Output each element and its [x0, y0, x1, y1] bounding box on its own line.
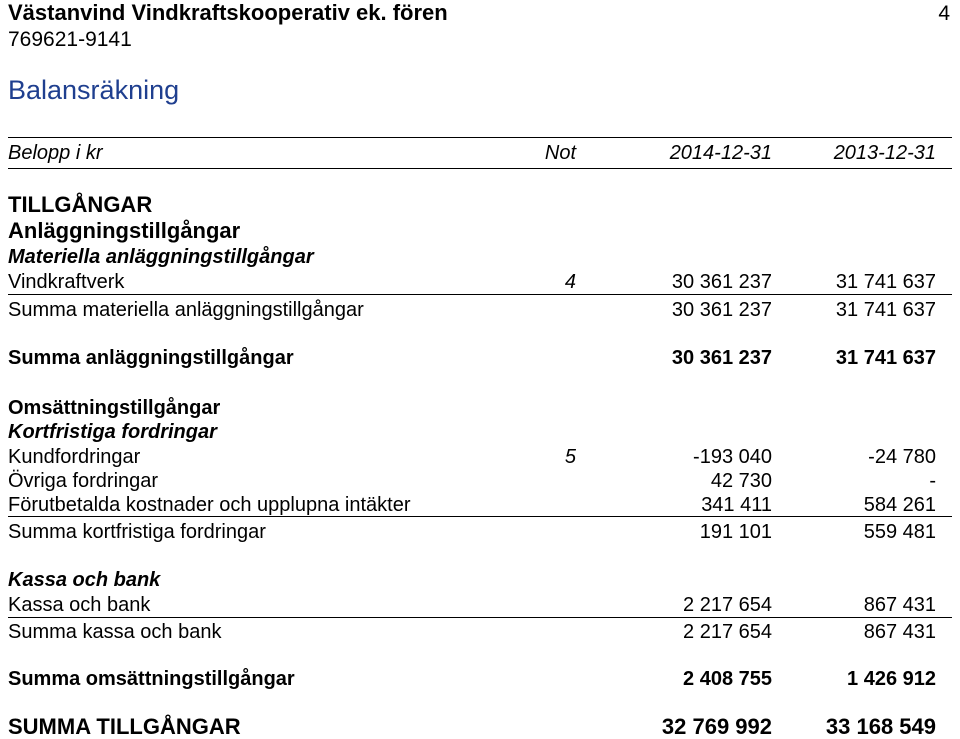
subtotal-row	[0, 298, 960, 322]
subsection-heading-cash	[0, 568, 960, 592]
previous-year-value: 31 741 637	[835, 347, 936, 369]
row-label: TILLGÅNGAR	[8, 192, 153, 217]
row-label: Anläggningstillgångar	[8, 218, 241, 243]
previous-year-value: 1 426 912	[847, 668, 936, 690]
row-label: Summa omsättningstillgångar	[8, 668, 295, 690]
subtotal-row	[0, 520, 960, 544]
previous-year-value: 559 481	[863, 521, 936, 543]
amount-unit-label: Belopp i kr	[8, 142, 103, 164]
table-row	[0, 593, 960, 617]
row-label: Materiella anläggningstillgångar	[8, 246, 314, 268]
section-heading-fixed-assets	[0, 219, 960, 243]
current-year-column-header: 2014-12-31	[669, 142, 772, 164]
total-row	[0, 346, 960, 370]
header-bottom-rule	[8, 168, 952, 169]
row-label: Kortfristiga fordringar	[8, 421, 217, 443]
current-year-value: 42 730	[710, 470, 772, 492]
current-year-value: 2 217 654	[683, 621, 772, 643]
previous-year-value: 867 431	[863, 621, 936, 643]
previous-year-column-header: 2013-12-31	[833, 142, 936, 164]
sum-rule	[8, 294, 952, 295]
row-label: Kassa och bank	[8, 594, 151, 616]
current-year-value: -193 040	[693, 446, 772, 468]
total-row	[0, 667, 960, 691]
company-name: Västanvind Vindkraftskooperativ ek. fören	[8, 0, 448, 25]
note-column-header: Not	[544, 142, 576, 164]
section-heading-assets	[0, 193, 960, 217]
page-number: 4	[938, 2, 950, 25]
previous-year-value: -	[929, 470, 936, 492]
section-heading-current-assets	[0, 396, 960, 420]
row-label: Kundfordringar	[8, 446, 141, 468]
sum-rule	[8, 617, 952, 618]
previous-year-value: 867 431	[863, 594, 936, 616]
table-row	[0, 270, 960, 294]
current-year-value: 30 361 237	[671, 299, 772, 321]
org-number: 769621-9141	[8, 28, 132, 51]
current-year-value: 30 361 237	[671, 347, 772, 369]
row-label: Kassa och bank	[8, 569, 161, 591]
row-label: Summa anläggningstillgångar	[8, 347, 294, 369]
row-label: SUMMA TILLGÅNGAR	[8, 714, 241, 739]
table-row	[0, 493, 960, 517]
table-row	[0, 469, 960, 493]
current-year-value: 32 769 992	[661, 714, 772, 739]
row-label: Vindkraftverk	[8, 271, 125, 293]
row-label: Summa kassa och bank	[8, 621, 222, 643]
previous-year-value: -24 780	[868, 446, 936, 468]
subtotal-row	[0, 620, 960, 644]
table-row	[0, 445, 960, 469]
note-reference: 4	[564, 271, 576, 293]
note-reference: 5	[564, 446, 576, 468]
sum-rule	[8, 516, 952, 517]
previous-year-value: 31 741 637	[835, 299, 936, 321]
current-year-value: 341 411	[701, 494, 772, 516]
previous-year-value: 31 741 637	[835, 271, 936, 293]
page-title: Balansräkning	[8, 75, 180, 105]
row-label: Summa kortfristiga fordringar	[8, 521, 266, 543]
current-year-value: 30 361 237	[671, 271, 772, 293]
previous-year-value: 584 261	[863, 494, 936, 516]
current-year-value: 2 408 755	[683, 668, 772, 690]
subsection-heading-tangible-assets	[0, 245, 960, 269]
row-label: Summa materiella anläggningstillgångar	[8, 299, 364, 321]
current-year-value: 2 217 654	[683, 594, 772, 616]
row-label: Förutbetalda kostnader och upplupna intäkter	[8, 494, 411, 516]
grand-total-row	[0, 715, 960, 739]
row-label: Omsättningstillgångar	[8, 397, 221, 419]
row-label: Övriga fordringar	[8, 470, 159, 492]
header-top-rule	[8, 137, 952, 138]
subsection-heading-receivables	[0, 420, 960, 444]
current-year-value: 191 101	[699, 521, 772, 543]
previous-year-value: 33 168 549	[825, 714, 936, 739]
